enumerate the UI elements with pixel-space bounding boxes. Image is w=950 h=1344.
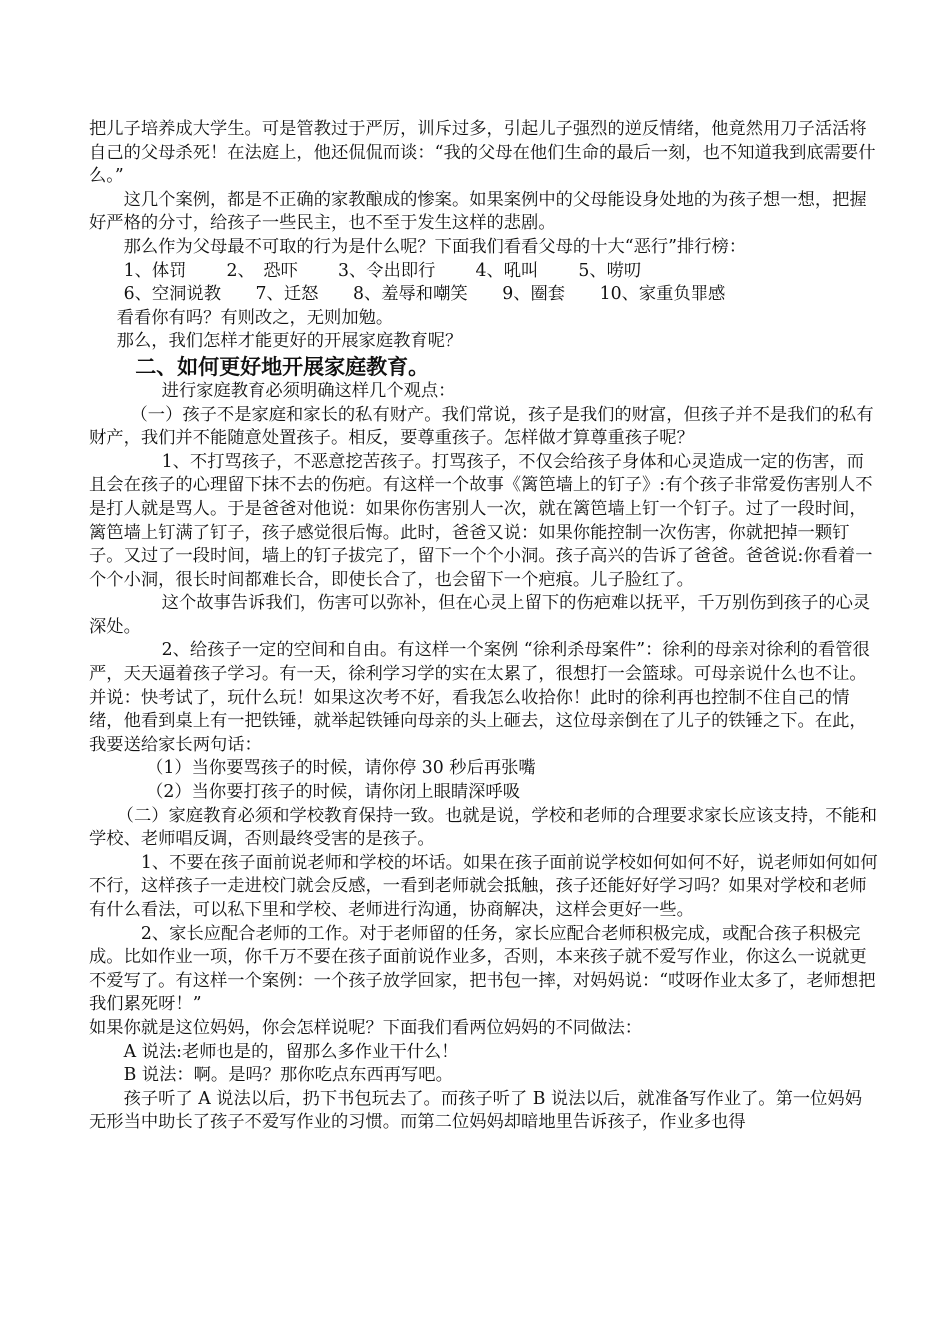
advice-item-1: （1）当你要骂孩子的时候，请你停 30 秒后再张嘴 [146, 758, 536, 779]
section-heading-2: 二、如何更好地开展家庭教育。 [135, 354, 430, 379]
paragraph-method-b: B 说法：啊。是吗？那你吃点东西再写吧。 [123, 1065, 453, 1086]
paragraph-point-1-1: 1、不打骂孩子，不恶意挖苦孩子。打骂孩子，不仅会给孩子身体和心灵造成一定的伤害，而且会在孩子的心理留下抹不去的伤疤。有这样一个故事《篱笆墙上的钉子》:有个孩子非常爱伤害别人不是打人就是骂人。于是爸爸对他说：如果你伤害别人一次，就在篱笆墙上钉一个钉子。过了一段时间，篱笆墙上钉满了钉子，孩子感觉很后悔。此时，爸爸又说：如果你能控制一次伤害，你就把掉一颗钉子。又过了一段时间，墙上的钉子拔完了，留下一个个小洞。孩子高兴的告诉了爸爸。爸爸说:你看着一个个小洞，很长时间都难长合，即使长合了，也会留下一个疤痕。儿子脸红了。 [89, 451, 873, 590]
document-page [89, 118, 879, 1135]
paragraph-viewpoints-intro: 进行家庭教育必须明确这样几个观点： [161, 380, 456, 401]
paragraph-viewpoint-1: （一）孩子不是家庭和家长的私有财产。我们常说，孩子是我们的财富，但孩子并不是我们的私有财产，我们并不能随意处置孩子。相反，要尊重孩子。怎样做才算尊重孩子呢？ [89, 404, 874, 449]
paragraph-point-2-1: 1、不要在孩子面前说老师和学校的坏话。如果在孩子面前说学校如何如何不好，说老师如何如何不行，这样孩子一走进校门就会反感，一看到老师就会抵触，孩子还能好好学习吗？如果对学校和老师有什么看法，可以私下里和学校、老师进行沟通，协商解决，这样会更好一些。 [89, 852, 878, 920]
paragraph-point-2-2: 2、家长应配合老师的工作。对于老师留的任务，家长应配合老师积极完成，或配合孩子积极完成。比如作业一项，你千万不要在孩子面前说作业多，否则，本来孩子就不爱写作业，你这么一说就更不爱写了。有这样一个案例：一个孩子放学回家，把书包一摔，对妈妈说：“哎呀作业太多了，老师想把我们累死呀！” [89, 923, 876, 1015]
paragraph-methods-compare: 孩子听了 A 说法以后，扔下书包玩去了。而孩子听了 B 说法以后，就准备写作业了。第一位妈妈无形当中助长了孩子不爱写作业的习惯。而第二位妈妈却暗地里告诉孩子，作业多也得 [89, 1088, 862, 1133]
paragraph-case-end: 把儿子培养成大学生。可是管教过于严厉，训斥过多，引起儿子强烈的逆反情绪，他竟然用刀子活活将自己的父母杀死！在法庭上，他还侃侃而谈：“我的父母在他们生命的最后一刻，也不知道我到底需要什么。” [89, 119, 876, 187]
paragraph-method-a: A 说法:老师也是的，留那么多作业干什么！ [123, 1041, 459, 1062]
ranking-list-row-1: 1、体罚 2、 恐吓 3、令出即行 4、吼叫 5、唠叨 [123, 260, 642, 281]
paragraph-cases-summary: 这几个案例，都是不正确的家教酿成的惨案。如果案例中的父母能设身处地的为孩子想一想，把握好严格的分寸，给孩子一些民主，也不至于发生这样的悲剧。 [89, 189, 867, 234]
paragraph-point-1-2: 2、给孩子一定的空间和自由。有这样一个案例 “徐利杀母案件”：徐利的母亲对徐利的看管很严，天天逼着孩子学习。有一天，徐利学习学的实在太累了，很想打一会篮球。可母亲说什么也不让。并说：快考试了，玩什么玩！如果这次考不好，看我怎么收拾你！此时的徐利再也控制不住自己的情绪，他看到桌上有一把铁锤，就举起铁锤向母亲的头上砸去，这位母亲倒在了儿子的铁锤之下。在此，我要送给家长两句话： [89, 640, 870, 755]
paragraph-ranking-intro: 那么作为父母最不可取的行为是什么呢？下面我们看看父母的十大“恶行”排行榜： [123, 236, 747, 257]
advice-item-2: （2）当你要打孩子的时候，请你闭上眼睛深呼吸 [146, 782, 520, 803]
paragraph-story-lesson: 这个故事告诉我们，伤害可以弥补，但在心灵上留下的伤疤难以抚平，千万别伤到孩子的心灵深处。 [89, 593, 871, 637]
ranking-list-row-2: 6、空洞说教 7、迁怒 8、羞辱和嘲笑 9、圈套 10、家重负罪感 [123, 284, 726, 305]
paragraph-viewpoint-2: （二）家庭教育必须和学校教育保持一致。也就是说，学校和老师的合理要求家长应该支持，不能和学校、老师唱反调，否则最终受害的是孩子。 [89, 805, 878, 850]
paragraph-self-check: 看看你有吗？有则改之，无则加勉。 [116, 307, 394, 328]
paragraph-question: 那么，我们怎样才能更好的开展家庭教育呢？ [116, 331, 463, 352]
paragraph-mother-question: 如果你就是这位妈妈，你会怎样说呢？下面我们看两位妈妈的不同做法： [89, 1017, 643, 1038]
